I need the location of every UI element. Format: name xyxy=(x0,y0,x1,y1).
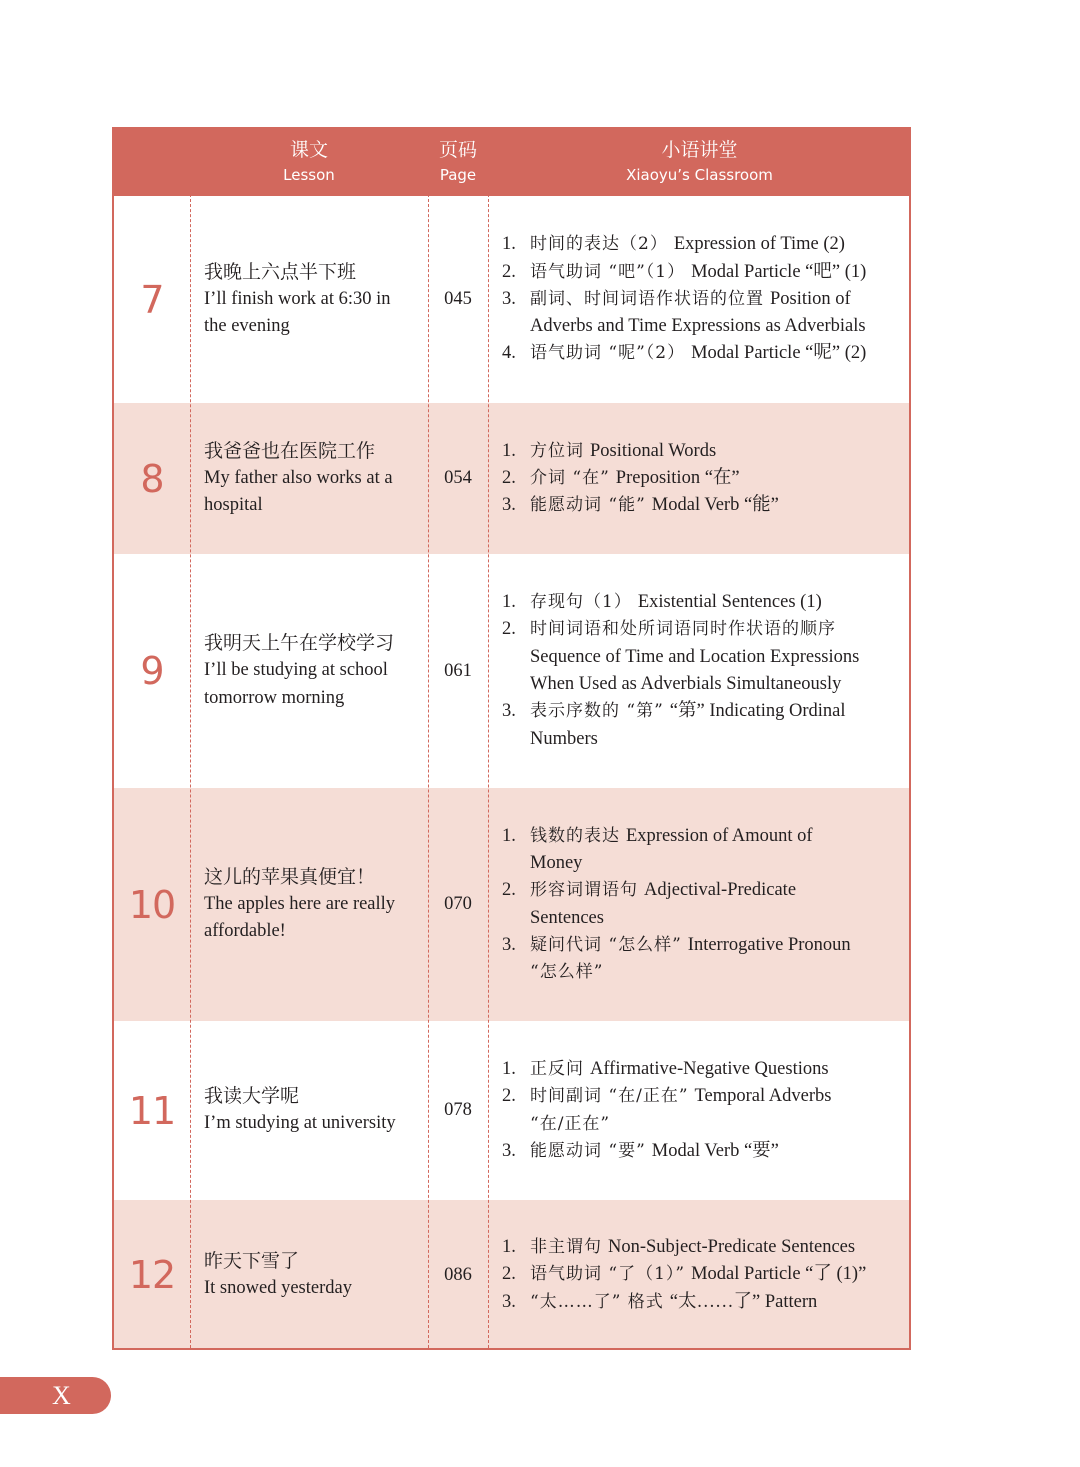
lesson-title xyxy=(204,403,419,554)
point-zh: 表示序数的 “第” xyxy=(530,701,664,722)
lesson-title xyxy=(204,554,419,788)
table-row xyxy=(114,403,909,554)
column-divider xyxy=(488,129,489,1348)
point-en: Existential Sentences (1) xyxy=(637,592,822,613)
point-en: “第” Indicating Ordinal xyxy=(669,701,846,722)
classroom-points xyxy=(500,196,904,403)
point-en: Expression of Amount of xyxy=(626,825,813,846)
point-en: Expression of Time (2) xyxy=(673,234,845,255)
point-number: 1. xyxy=(502,592,516,613)
classroom-point xyxy=(500,286,904,313)
point-number: 3. xyxy=(502,1140,516,1161)
classroom-points xyxy=(500,1021,904,1200)
point-number: 2. xyxy=(502,880,516,901)
point-en: Temporal Adverbs xyxy=(694,1086,832,1107)
lesson-number: 10 xyxy=(128,882,176,927)
lesson-title xyxy=(204,788,419,1021)
point-number: 1. xyxy=(502,1058,516,1079)
lesson-title-en: It snowed yesterday xyxy=(204,1277,352,1298)
classroom-point xyxy=(500,589,904,616)
lesson-title-en: hospital xyxy=(204,495,263,515)
lesson-title-en: I’ll be studying at school xyxy=(204,660,388,680)
point-number: 2. xyxy=(502,467,516,488)
point-zh: “太……了” 格式 xyxy=(530,1291,664,1312)
header-classroom-zh: 小语讲堂 xyxy=(661,139,738,161)
page-number-cell: 054 xyxy=(444,468,472,488)
lesson-title-en: affordable! xyxy=(204,921,286,941)
header-lesson xyxy=(190,129,428,196)
lesson-number: 9 xyxy=(140,649,164,693)
header-classroom-en: Xiaoyu’s Classroom xyxy=(626,166,773,184)
point-en: Numbers xyxy=(530,728,598,749)
point-number: 2. xyxy=(502,1264,516,1285)
point-en: Positional Words xyxy=(590,440,717,461)
point-zh: 正反问 xyxy=(530,1058,584,1079)
header-page-zh: 页码 xyxy=(438,139,477,161)
lesson-number: 8 xyxy=(140,456,164,501)
classroom-point xyxy=(500,1234,904,1261)
point-en: Position of xyxy=(770,288,851,309)
table-row xyxy=(114,196,909,403)
lesson-title-en: the evening xyxy=(204,316,290,336)
point-en: Sequence of Time and Location Expressions xyxy=(530,646,860,667)
point-en: Modal Verb “能” xyxy=(651,495,779,516)
page-number-cell: 086 xyxy=(444,1264,472,1285)
lesson-title-en: My father also works at a xyxy=(204,467,393,488)
point-en: Adverbs and Time Expressions as Adverbials xyxy=(530,316,866,337)
point-en: Preposition “在” xyxy=(615,467,740,488)
classroom-point xyxy=(500,1111,904,1138)
classroom-point xyxy=(500,1083,904,1110)
point-en: Modal Verb “要” xyxy=(651,1140,779,1161)
classroom-point xyxy=(500,726,904,753)
point-number: 3. xyxy=(502,701,516,722)
point-zh: 时间词语和处所词语同时作状语的顺序 xyxy=(530,619,836,640)
page-number-cell: 061 xyxy=(444,660,472,681)
point-en: Modal Particle “吧” (1) xyxy=(691,261,867,282)
point-zh: 疑问代词 “怎么样” xyxy=(530,934,682,955)
point-number: 2. xyxy=(502,261,516,282)
classroom-points xyxy=(500,403,904,554)
point-zh: 介词 “在” xyxy=(530,467,610,488)
point-zh: 能愿动词 “要” xyxy=(530,1140,646,1161)
point-number: 1. xyxy=(502,825,516,846)
table-row xyxy=(114,554,909,788)
point-zh: 方位词 xyxy=(530,440,584,461)
lesson-title xyxy=(204,1021,419,1200)
classroom-points xyxy=(500,1200,904,1350)
point-zh: 存现句（1） xyxy=(530,592,632,613)
point-number: 4. xyxy=(502,343,516,364)
classroom-point xyxy=(500,1289,904,1316)
classroom-point xyxy=(500,698,904,725)
point-zh: “在/正在” xyxy=(530,1113,611,1134)
point-zh: 语气助词 “吧”（1） xyxy=(530,261,686,282)
point-zh: 非主谓句 xyxy=(530,1237,602,1258)
classroom-points xyxy=(500,788,904,1021)
point-zh: 形容词谓语句 xyxy=(530,880,638,901)
header-lesson-en: Lesson xyxy=(283,166,335,184)
point-zh: 时间副词 “在/正在” xyxy=(530,1086,689,1107)
table-of-contents xyxy=(112,127,911,1350)
point-number: 3. xyxy=(502,1291,516,1312)
lesson-title-zh: 我爸爸也在医院工作 xyxy=(204,439,376,462)
classroom-point xyxy=(500,313,904,340)
table-header xyxy=(114,129,909,196)
point-number: 1. xyxy=(502,234,516,255)
lesson-title-zh: 我读大学呢 xyxy=(204,1085,300,1108)
header-page-en: Page xyxy=(439,166,477,184)
classroom-point xyxy=(500,492,904,519)
page-number-cell: 078 xyxy=(444,1100,472,1120)
classroom-point xyxy=(500,959,904,986)
page-number-tab xyxy=(0,1377,111,1414)
point-zh: 语气助词 “了（1）” xyxy=(530,1264,686,1285)
classroom-point xyxy=(500,340,904,367)
lesson-title-zh: 昨天下雪了 xyxy=(204,1249,300,1272)
page-number-cell: 070 xyxy=(444,894,472,914)
classroom-point xyxy=(500,877,904,904)
classroom-point xyxy=(500,932,904,959)
point-zh: “怎么样” xyxy=(530,962,604,983)
lesson-title xyxy=(204,196,419,403)
classroom-point xyxy=(500,616,904,643)
point-zh: 能愿动词 “能” xyxy=(530,495,646,516)
column-divider xyxy=(428,129,429,1348)
point-number: 3. xyxy=(502,288,516,309)
point-zh: 语气助词 “呢”（2） xyxy=(530,343,686,364)
lesson-number: 7 xyxy=(140,277,164,322)
table-row xyxy=(114,788,909,1021)
classroom-point xyxy=(500,823,904,850)
point-number: 3. xyxy=(502,934,516,955)
header-lesson-zh: 课文 xyxy=(289,139,328,161)
classroom-point xyxy=(500,671,904,698)
classroom-point xyxy=(500,905,904,932)
page-number: X xyxy=(52,1381,71,1410)
point-en: When Used as Adverbials Simultaneously xyxy=(530,674,842,694)
lesson-title-en: tomorrow morning xyxy=(204,687,345,708)
lesson-title-zh: 这儿的苹果真便宜！ xyxy=(204,865,376,888)
lesson-title-zh: 我晚上六点半下班 xyxy=(204,260,357,283)
point-en: Sentences xyxy=(530,907,604,928)
point-number: 3. xyxy=(502,495,516,516)
point-zh: 时间的表达（2） xyxy=(530,234,668,255)
point-en: Modal Particle “了 (1)” xyxy=(691,1264,867,1285)
point-en: Non-Subject-Predicate Sentences xyxy=(608,1237,856,1258)
point-en: “太……了” Pattern xyxy=(669,1291,818,1312)
lesson-title-en: I’ll finish work at 6:30 in xyxy=(204,288,391,309)
classroom-point xyxy=(500,850,904,877)
header-page xyxy=(428,129,488,196)
page-number-cell: 045 xyxy=(444,289,472,309)
point-zh: 副词、时间词语作状语的位置 xyxy=(530,288,764,309)
column-divider xyxy=(190,129,191,1348)
classroom-points xyxy=(500,554,904,788)
classroom-point xyxy=(500,438,904,465)
point-en: Interrogative Pronoun xyxy=(687,934,851,955)
classroom-point xyxy=(500,259,904,286)
lesson-number: 12 xyxy=(128,1253,176,1297)
classroom-point xyxy=(500,644,904,671)
point-en: Affirmative-Negative Questions xyxy=(590,1058,829,1079)
lesson-number: 11 xyxy=(128,1088,176,1133)
point-number: 2. xyxy=(502,619,516,640)
classroom-point xyxy=(500,1261,904,1288)
header-classroom xyxy=(488,129,911,196)
lesson-title-zh: 我明天上午在学校学习 xyxy=(204,632,395,654)
classroom-point xyxy=(500,231,904,258)
table-row xyxy=(114,1021,909,1200)
lesson-title xyxy=(204,1200,419,1350)
point-en: Modal Particle “呢” (2) xyxy=(691,343,867,364)
point-zh: 钱数的表达 xyxy=(530,825,620,846)
lesson-title-en: I’m studying at university xyxy=(204,1113,396,1134)
point-number: 1. xyxy=(502,1237,516,1258)
point-en: Adjectival-Predicate xyxy=(644,880,797,901)
classroom-point xyxy=(500,1056,904,1083)
point-number: 1. xyxy=(502,440,516,461)
point-en: Money xyxy=(530,852,583,873)
point-number: 2. xyxy=(502,1086,516,1107)
classroom-point xyxy=(500,1138,904,1165)
classroom-point xyxy=(500,465,904,492)
lesson-title-en: The apples here are really xyxy=(204,893,396,914)
table-row xyxy=(114,1200,909,1350)
